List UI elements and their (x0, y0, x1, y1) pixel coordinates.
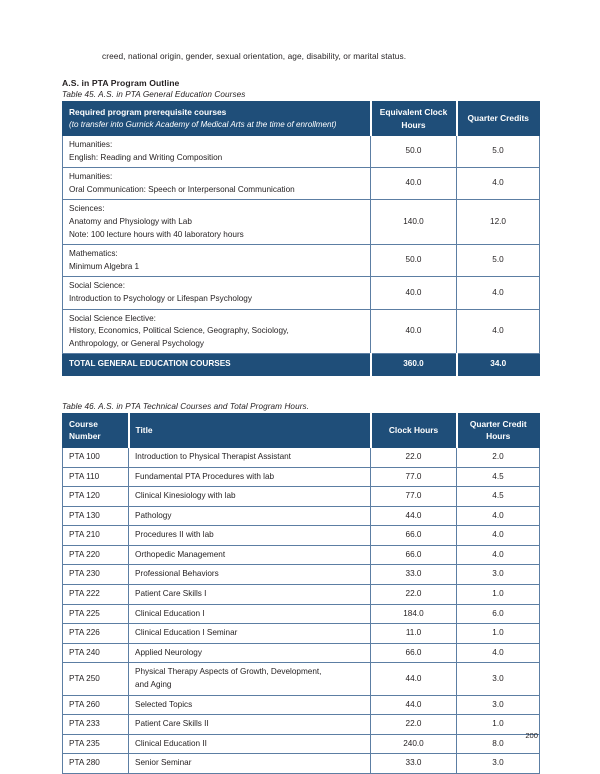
table45-header-main-label: Required program prerequisite courses (69, 107, 227, 118)
table-spacer (62, 376, 539, 400)
table46-cell-course-7: PTA 222 (63, 585, 129, 605)
table46-cell-title-15: Senior Seminar (129, 754, 371, 774)
title-line-2: and Aging (135, 680, 172, 690)
table46-cell-title-13: Patient Care Skills II (129, 715, 371, 735)
page-number: 200 (525, 731, 538, 740)
table46-cell-clock-hours-2: 77.0 (371, 487, 457, 507)
table46-cell-clock-hours-4: 66.0 (371, 526, 457, 546)
table45-caption: Table 45. A.S. in PTA General Education Courses (62, 90, 246, 99)
table-row (63, 136, 540, 168)
course-line-3: Note: 100 lecture hours with 40 laboratory hours (69, 229, 244, 239)
table46-cell-clock-hours-8: 184.0 (371, 604, 457, 624)
table46-cell-clock-hours-14: 240.0 (371, 734, 457, 754)
table-row (63, 604, 540, 624)
table45-cell-course-1 (63, 168, 371, 200)
course-line-1: Humanities: (69, 140, 113, 149)
table46-cell-credits-5: 4.0 (457, 545, 540, 565)
table46-cell-title-3: Pathology (129, 506, 371, 526)
table-row (63, 715, 540, 735)
table46-header-title: Title (129, 413, 371, 447)
table-row (63, 663, 540, 695)
course-line-2: English: Reading and Writing Composition (69, 152, 223, 162)
table-row (63, 585, 540, 605)
course-line-1: Mathematics: (69, 249, 118, 259)
table45-header-equivalent-clock-hours: Equivalent Clock Hours (371, 102, 457, 136)
table46-cell-course-10: PTA 240 (63, 643, 129, 663)
table46-cell-credits-10: 4.0 (457, 643, 540, 663)
table45-header-quarter-credits: Quarter Credits (457, 102, 540, 136)
table45-cell-clock-hours-1: 40.0 (371, 168, 457, 200)
table46-cell-credits-8: 6.0 (457, 604, 540, 624)
table45-cell-credits-4: 4.0 (457, 277, 540, 309)
table45-header-row (63, 102, 540, 136)
title-line-1: Physical Therapy Aspects of Growth, Development, (135, 667, 322, 677)
table46-cell-course-8: PTA 225 (63, 604, 129, 624)
table46-header-row (63, 413, 540, 447)
course-line-3: Anthropology, or General Psychology (69, 338, 205, 348)
table46-cell-clock-hours-11: 44.0 (371, 663, 457, 695)
table-row (63, 277, 540, 309)
table46-technical-courses (62, 413, 540, 774)
table46-cell-credits-9: 1.0 (457, 624, 540, 644)
table45-cell-credits-0: 5.0 (457, 136, 540, 168)
table46-cell-credits-3: 4.0 (457, 506, 540, 526)
table46-cell-title-14: Clinical Education II (129, 734, 371, 754)
table45-cell-course-5 (63, 309, 371, 354)
page-content (62, 50, 539, 774)
table46-cell-course-14: PTA 235 (63, 734, 129, 754)
table45-cell-credits-2: 12.0 (457, 200, 540, 245)
table46-cell-title-11 (129, 663, 371, 695)
table45-cell-course-2 (63, 200, 371, 245)
table46-cell-course-0: PTA 100 (63, 447, 129, 467)
course-line-1: Social Science: (69, 281, 125, 291)
table45-general-education-courses (62, 101, 540, 376)
intro-paragraph: creed, national origin, gender, sexual orientation, age, disability, or marital status. (102, 51, 407, 61)
table46-cell-credits-13: 1.0 (457, 715, 540, 735)
table46-cell-title-4: Procedures II with lab (129, 526, 371, 546)
table45-cell-clock-hours-3: 50.0 (371, 245, 457, 277)
course-line-2: Anatomy and Physiology with Lab (69, 216, 192, 226)
table46-cell-title-10: Applied Neurology (129, 643, 371, 663)
table46-cell-course-9: PTA 226 (63, 624, 129, 644)
table46-cell-clock-hours-10: 66.0 (371, 643, 457, 663)
course-line-1: Sciences: (69, 204, 105, 214)
table-row (63, 695, 540, 715)
table46-cell-credits-0: 2.0 (457, 447, 540, 467)
table46-caption: Table 46. A.S. in PTA Technical Courses and Total Program Hours. (62, 401, 310, 411)
course-line-2: Introduction to Psychology or Lifespan Psychology (69, 293, 252, 303)
table46-cell-course-11: PTA 250 (63, 663, 129, 695)
table45-body (63, 136, 540, 376)
table-row (63, 506, 540, 526)
table46-cell-credits-2: 4.5 (457, 487, 540, 507)
table46-cell-title-8: Clinical Education I (129, 604, 371, 624)
table-row (63, 545, 540, 565)
table45-cell-clock-hours-2: 140.0 (371, 200, 457, 245)
table45-total-credits: 34.0 (457, 354, 540, 376)
table-row (63, 309, 540, 354)
course-line-1: Humanities: (69, 172, 113, 182)
table46-cell-clock-hours-9: 11.0 (371, 624, 457, 644)
table45-cell-course-3 (63, 245, 371, 277)
table45-cell-course-4 (63, 277, 371, 309)
table45-cell-course-0 (63, 136, 371, 168)
table46-cell-clock-hours-12: 44.0 (371, 695, 457, 715)
table45-cell-credits-3: 5.0 (457, 245, 540, 277)
course-line-2: Minimum Algebra 1 (69, 261, 140, 271)
table-row (63, 200, 540, 245)
table46-cell-credits-1: 4.5 (457, 467, 540, 487)
table-row (63, 447, 540, 467)
table45-total-row (63, 354, 540, 376)
table46-cell-course-15: PTA 280 (63, 754, 129, 774)
table46-header-quarter-credit-hours: Quarter Credit Hours (457, 413, 540, 447)
table45-header-prerequisite-courses (63, 102, 371, 136)
table46-cell-credits-11: 3.0 (457, 663, 540, 695)
section-heading: A.S. in PTA Program Outline (62, 78, 180, 88)
table45-cell-clock-hours-5: 40.0 (371, 309, 457, 354)
table46-cell-credits-6: 3.0 (457, 565, 540, 585)
table46-cell-clock-hours-7: 22.0 (371, 585, 457, 605)
table-row (63, 624, 540, 644)
table45-cell-credits-1: 4.0 (457, 168, 540, 200)
table45-cell-clock-hours-0: 50.0 (371, 136, 457, 168)
table46-cell-title-2: Clinical Kinesiology with lab (129, 487, 371, 507)
table46-cell-clock-hours-13: 22.0 (371, 715, 457, 735)
table46-header-course-number: Course Number (63, 413, 129, 447)
table-row (63, 734, 540, 754)
table45-cell-credits-5: 4.0 (457, 309, 540, 354)
table45-total-clock-hours: 360.0 (371, 354, 457, 376)
table46-header-clock-hours: Clock Hours (371, 413, 457, 447)
table46-cell-course-6: PTA 230 (63, 565, 129, 585)
table-row (63, 565, 540, 585)
table-row (63, 526, 540, 546)
table46-cell-clock-hours-15: 33.0 (371, 754, 457, 774)
table46-cell-credits-14: 8.0 (457, 734, 540, 754)
table46-body (63, 447, 540, 773)
table46-cell-clock-hours-6: 33.0 (371, 565, 457, 585)
table-row (63, 467, 540, 487)
table45-total-label: TOTAL GENERAL EDUCATION COURSES (63, 354, 371, 376)
table-row (63, 487, 540, 507)
table46-cell-title-7: Patient Care Skills I (129, 585, 371, 605)
table46-cell-title-1: Fundamental PTA Procedures with lab (129, 467, 371, 487)
table46-cell-credits-4: 4.0 (457, 526, 540, 546)
table46-cell-credits-15: 3.0 (457, 754, 540, 774)
table-row (63, 643, 540, 663)
table45-header-sub-label: (to transfer into Gurnick Academy of Medical Arts at the time of enrollment) (69, 119, 337, 129)
table46-cell-course-12: PTA 260 (63, 695, 129, 715)
table46-cell-course-3: PTA 130 (63, 506, 129, 526)
table45-cell-clock-hours-4: 40.0 (371, 277, 457, 309)
table46-cell-course-2: PTA 120 (63, 487, 129, 507)
table46-cell-course-1: PTA 110 (63, 467, 129, 487)
table46-cell-title-0: Introduction to Physical Therapist Assistant (129, 447, 371, 467)
table46-cell-credits-12: 3.0 (457, 695, 540, 715)
table46-cell-clock-hours-5: 66.0 (371, 545, 457, 565)
table46-cell-clock-hours-0: 22.0 (371, 447, 457, 467)
table46-cell-title-6: Professional Behaviors (129, 565, 371, 585)
table46-cell-title-12: Selected Topics (129, 695, 371, 715)
table46-cell-credits-7: 1.0 (457, 585, 540, 605)
table46-cell-course-4: PTA 210 (63, 526, 129, 546)
table46-cell-course-13: PTA 233 (63, 715, 129, 735)
table-row (63, 168, 540, 200)
course-line-2: History, Economics, Political Science, Geography, Sociology, (69, 326, 289, 336)
table-row (63, 245, 540, 277)
table46-cell-clock-hours-3: 44.0 (371, 506, 457, 526)
course-line-2: Oral Communication: Speech or Interpersonal Communication (69, 184, 295, 194)
table46-cell-course-5: PTA 220 (63, 545, 129, 565)
course-line-1: Social Science Elective: (69, 313, 156, 323)
table46-cell-title-5: Orthopedic Management (129, 545, 371, 565)
table46-cell-title-9: Clinical Education I Seminar (129, 624, 371, 644)
table46-cell-clock-hours-1: 77.0 (371, 467, 457, 487)
